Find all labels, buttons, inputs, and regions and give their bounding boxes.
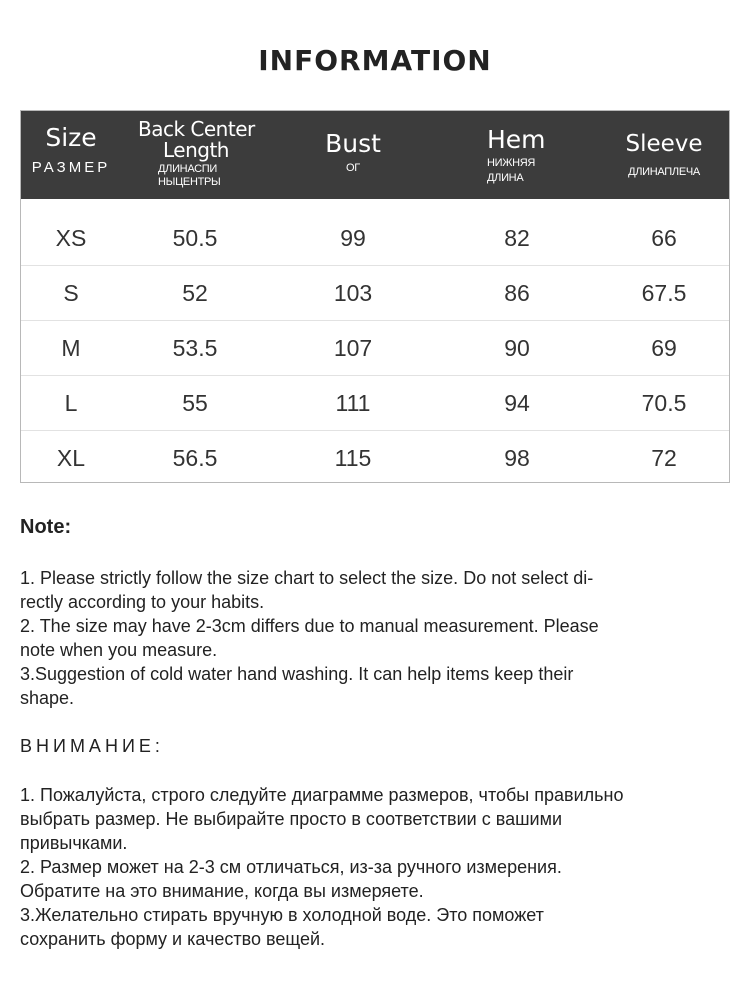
note-line: note when you measure. xyxy=(20,640,218,660)
cell-sleeve: 67.5 xyxy=(641,280,687,306)
cell-back-center-length: 50.5 xyxy=(172,225,218,251)
table-row xyxy=(21,376,729,431)
header-bust-label: Bust xyxy=(325,129,381,158)
cell-size: XL xyxy=(56,445,86,471)
header-bust xyxy=(269,111,437,199)
cell-back-center-length: 52 xyxy=(182,280,208,306)
cell-bust: 107 xyxy=(333,335,373,361)
cell-sleeve: 70.5 xyxy=(641,390,687,416)
header-hem-sublabel-2: ДЛИНА xyxy=(487,172,524,184)
cell-size: S xyxy=(63,280,79,306)
header-back-center-sublabel-1: ДЛИНАСПИ xyxy=(158,163,217,175)
table-row xyxy=(21,211,729,266)
cell-hem: 82 xyxy=(504,225,530,251)
note-body xyxy=(20,566,720,710)
header-hem xyxy=(437,111,597,199)
cell-bust: 111 xyxy=(335,390,371,416)
cell-bust: 103 xyxy=(333,280,373,306)
header-size xyxy=(21,111,121,199)
cell-size: M xyxy=(61,335,81,361)
cell-hem: 90 xyxy=(504,335,530,361)
header-back-center-label-2: Length xyxy=(163,138,229,162)
header-back-center-label-1: Back Center xyxy=(138,117,255,141)
note-line: rectly according to your habits. xyxy=(20,592,265,612)
header-hem-label: Hem xyxy=(487,125,546,154)
table-row xyxy=(21,431,729,485)
header-size-sublabel: РАЗМЕР xyxy=(31,159,111,176)
header-size-label: Size xyxy=(45,123,97,152)
cell-back-center-length: 56.5 xyxy=(172,445,218,471)
table-header xyxy=(21,111,729,199)
header-sleeve-label: Sleeve xyxy=(625,131,703,157)
cell-hem: 98 xyxy=(504,445,530,471)
cell-bust: 115 xyxy=(334,445,372,471)
cell-hem: 94 xyxy=(504,390,530,416)
note-line: 3.Suggestion of cold water hand washing. It can help items keep their xyxy=(20,664,574,684)
cell-back-center-length: 55 xyxy=(182,390,208,416)
size-chart-table xyxy=(20,110,730,483)
header-back-center-length xyxy=(121,111,269,199)
header-sleeve-sublabel: ДЛИНАПЛЕЧА xyxy=(628,166,700,178)
note-ru-line: выбрать размер. Не выбирайте просто в соответствии с вашими xyxy=(20,809,563,829)
header-hem-sublabel-1: НИЖНЯЯ xyxy=(487,157,536,169)
cell-hem: 86 xyxy=(504,280,530,306)
table-row xyxy=(21,266,729,321)
cell-back-center-length: 53.5 xyxy=(172,335,218,361)
table-row xyxy=(21,321,729,376)
header-back-center-sublabel-2: НЫЦЕНТРЫ xyxy=(158,176,221,188)
note-line: shape. xyxy=(20,688,75,708)
note-title: Note: xyxy=(20,516,72,538)
note-line: 2. The size may have 2-3cm differs due to manual measurement. Please xyxy=(20,616,599,636)
page-title: INFORMATION xyxy=(258,44,492,77)
note-ru-title: ВНИМАНИЕ: xyxy=(20,736,164,756)
note-ru-line: 3.Желательно стирать вручную в холодной воде. Это поможет xyxy=(20,905,544,925)
cell-bust: 99 xyxy=(340,225,366,251)
cell-sleeve: 69 xyxy=(651,335,677,361)
note-ru-line: 1. Пожалуйста, строго следуйте диаграмме размеров, чтобы правильно xyxy=(20,785,624,805)
note-ru-body xyxy=(20,783,720,951)
cell-size: XS xyxy=(55,225,87,251)
cell-size: L xyxy=(64,390,78,416)
note-ru-line: Обратите на это внимание, когда вы измеряете. xyxy=(20,881,424,901)
cell-sleeve: 66 xyxy=(651,225,677,251)
cell-sleeve: 72 xyxy=(651,445,677,471)
note-ru-line: привычками. xyxy=(20,833,128,853)
note-line: 1. Please strictly follow the size chart to select the size. Do not select di- xyxy=(20,568,594,588)
note-ru-line: 2. Размер может на 2-3 см отличаться, из-за ручного измерения. xyxy=(20,857,562,877)
header-bust-sublabel: ОГ xyxy=(346,162,360,174)
note-ru-line: сохранить форму и качество вещей. xyxy=(20,929,326,949)
table-body xyxy=(21,211,729,485)
header-sleeve xyxy=(597,111,731,199)
